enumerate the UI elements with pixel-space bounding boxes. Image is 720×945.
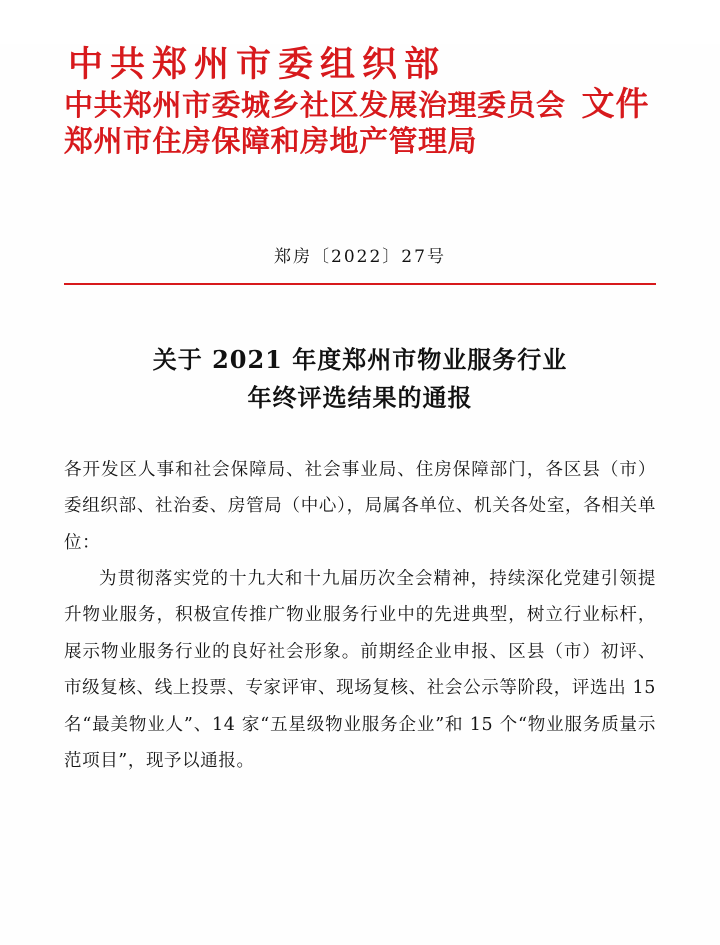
masthead-line-1: 中共郑州市委组织部 bbox=[68, 44, 447, 85]
page-title-line-1: 关于 2021 年度郑州市物业服务行业 bbox=[152, 345, 568, 375]
page-title bbox=[64, 341, 656, 415]
page-title-line-2: 年终评选结果的通报 bbox=[247, 382, 473, 412]
body-paragraph-2: 为贯彻落实党的十九大和十九届历次全会精神，持续深化党建引领提升物业服务，积极宣传推广物业服务行业中的先进典型，树立行业标杆，展示物业服务行业的良好社会形象。前期经企业申报、区县（市）初评、市级复核、线上投票、专家评审、现场复核、社会公示等阶段，评选出 15 名“最美物业人”、14 家“五星级物业服务企业”和 15 个“物业服务质量示范项目”，现予以通报。 bbox=[64, 569, 656, 771]
masthead bbox=[64, 44, 656, 158]
masthead-line-3: 郑州市住房保障和房地产管理局 bbox=[64, 124, 478, 159]
masthead-line-2-text: 中共郑州市委城乡社区发展治理委员会 bbox=[64, 88, 566, 123]
document-page bbox=[0, 44, 720, 945]
body-paragraph-1: 各开发区人事和社会保障局、社会事业局、住房保障部门，各区县（市）委组织部、社治委、房管局（中心），局属各单位、机关各处室，各相关单位： bbox=[64, 459, 656, 553]
document-body bbox=[64, 452, 656, 780]
red-divider-rule bbox=[64, 283, 656, 285]
document-number: 郑房〔2022〕27号 bbox=[274, 247, 446, 268]
masthead-line-2 bbox=[64, 85, 656, 124]
masthead-wenjian-label: 文件 bbox=[581, 84, 650, 124]
